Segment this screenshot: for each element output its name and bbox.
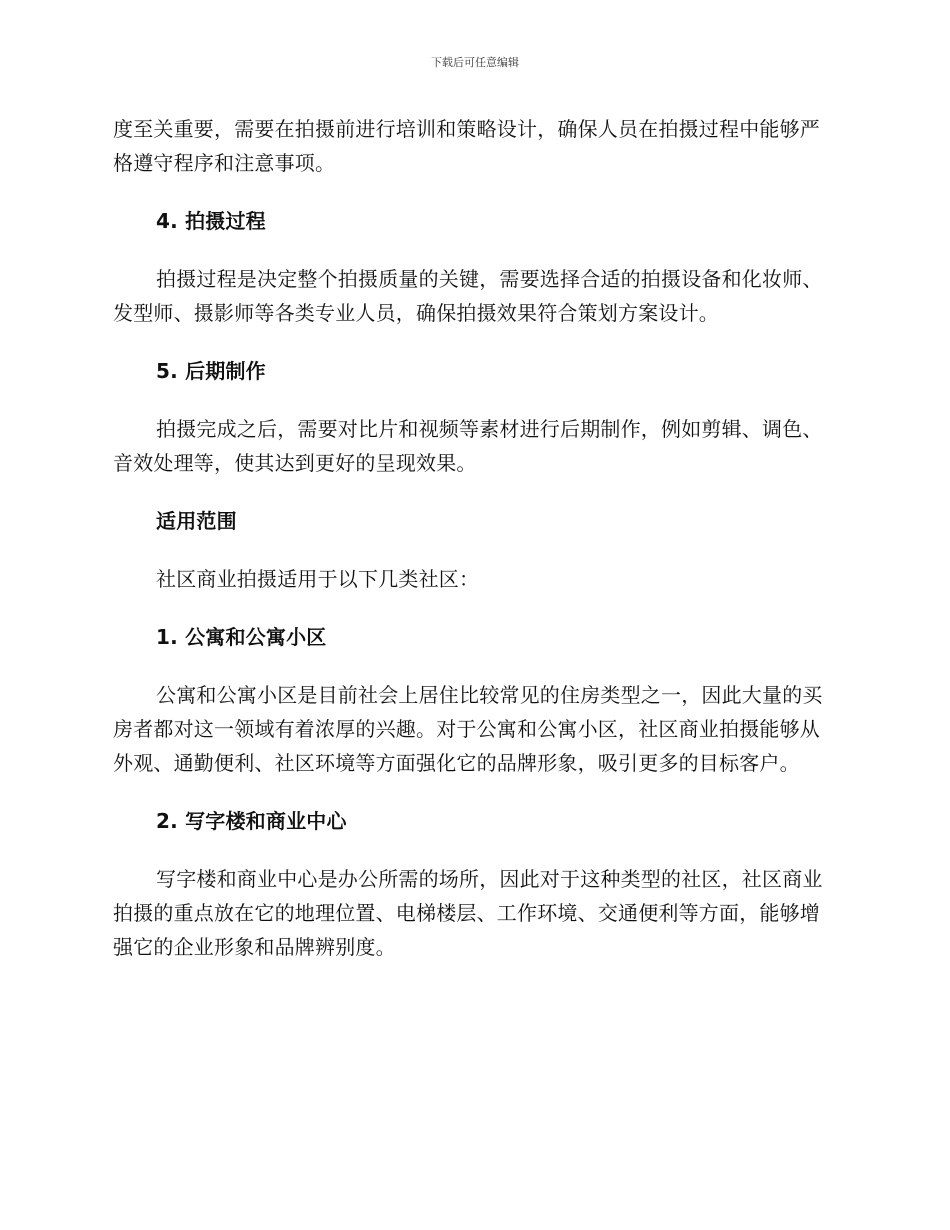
document-body [113,112,833,964]
paragraph-apartments: 公寓和公寓小区是目前社会上居住比较常见的住房类型之一，因此大量的买房者都对这一领域有着浓厚的兴趣。对于公寓和公寓小区，社区商业拍摄能够从外观、通勤便利、社区环境等方面强化它的品牌形象，吸引更多的目标客户。 [113,683,823,775]
paragraph-continuation: 度至关重要，需要在拍摄前进行培训和策略设计，确保人员在拍摄过程中能够严格遵守程序和注意事项。 [113,117,820,175]
paragraph-shooting-process: 拍摄过程是决定整个拍摄质量的关键，需要选择合适的拍摄设备和化妆师、发型师、摄影师等各类专业人员，确保拍摄效果符合策划方案设计。 [113,267,823,325]
paragraph-office-buildings: 写字楼和商业中心是办公所需的场所，因此对于这种类型的社区，社区商业拍摄的重点放在它的地理位置、电梯楼层、工作环境、交通便利等方面，能够增强它的企业形象和品牌辨别度。 [113,867,823,959]
heading-apartments: 1. 公寓和公寓小区 [156,625,327,649]
heading-scope: 适用范围 [156,509,237,533]
heading-shooting-process: 4. 拍摄过程 [156,209,266,233]
heading-office-buildings: 2. 写字楼和商业中心 [156,809,347,833]
paragraph-post-production: 拍摄完成之后，需要对比片和视频等素材进行后期制作，例如剪辑、调色、音效处理等，使其达到更好的呈现效果。 [113,417,823,475]
paragraph-scope-intro: 社区商业拍摄适用于以下几类社区： [156,567,480,591]
page-header: 下载后可任意编辑 [431,56,519,69]
heading-post-production: 5. 后期制作 [156,359,266,383]
